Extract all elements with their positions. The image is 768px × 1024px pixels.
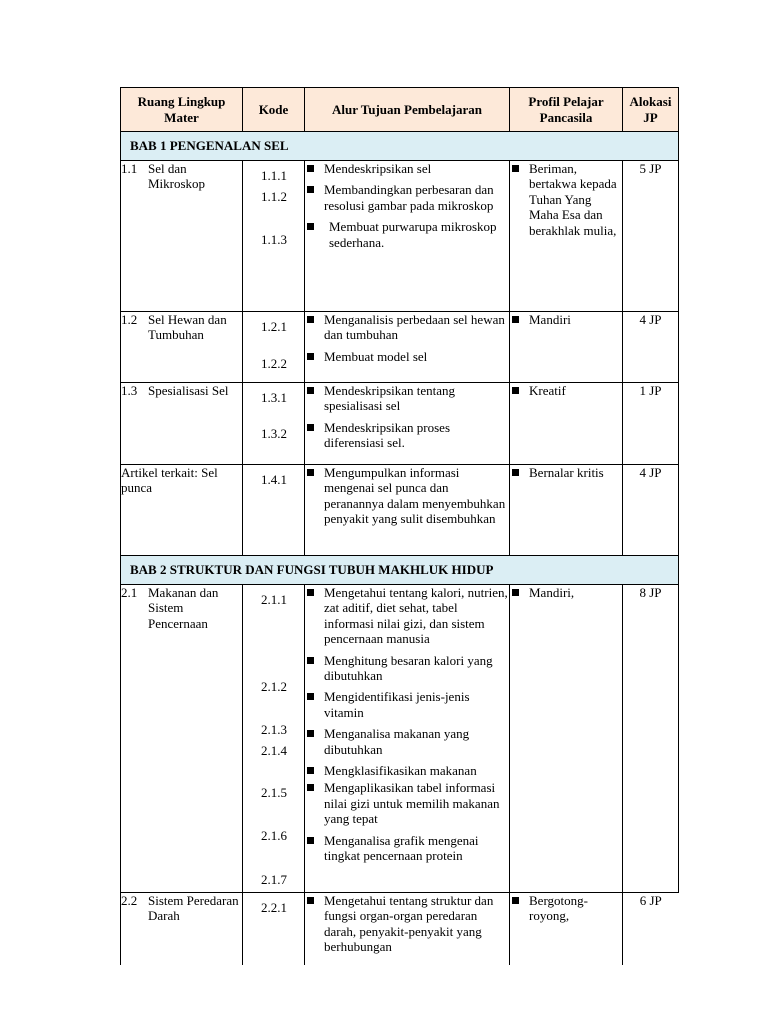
topic-name: Sel dan Mikroskop: [148, 161, 206, 192]
allocation-cell: 4 JP: [623, 465, 679, 556]
objective-code: 1.1.3: [261, 232, 287, 247]
objective-code: 2.1.2: [261, 679, 287, 694]
topic-number: 1.1: [121, 161, 138, 176]
objective-code: 1.3.1: [261, 390, 287, 405]
objective-code: 1.2.2: [261, 356, 287, 371]
objectives-cell: [305, 161, 510, 312]
objective-item: Mengaplikasikan tabel informasi nilai gizi untuk memilih makanan yang tepat: [305, 780, 509, 826]
code-cell: [243, 893, 305, 965]
profile-item: Mandiri,: [510, 585, 622, 600]
objectives-cell: [305, 465, 510, 556]
objective-code: 2.1.6: [261, 828, 287, 843]
objective-code: 1.1.2: [261, 189, 287, 204]
objective-item: Mendeskripsikan tentang spesialisasi sel: [305, 383, 509, 414]
objectives-cell: [305, 312, 510, 383]
profile-item: Kreatif: [510, 383, 622, 398]
objective-item: Menganalisa makanan yang dibutuhkan: [305, 726, 509, 757]
scope-cell: [121, 893, 243, 965]
topic-name: Sistem Peredaran Darah: [148, 893, 239, 924]
objective-code: 1.1.1: [261, 168, 287, 183]
objective-code: 2.1.3: [261, 722, 287, 737]
table-row: [121, 161, 679, 312]
objective-item: Menganalisa grafik mengenai tingkat pencernaan protein: [305, 833, 509, 864]
scope-cell: [121, 312, 243, 383]
objective-code: 2.1.4: [261, 743, 287, 758]
header-row: [121, 88, 679, 132]
table-row: [121, 465, 679, 556]
objective-code: 1.2.1: [261, 319, 287, 334]
objective-item: Mendeskripsikan sel: [305, 161, 509, 176]
profile-item: Beriman, bertakwa kepada Tuhan Yang Maha Esa dan berakhlak mulia,: [510, 161, 622, 238]
allocation-cell: 6 JP: [623, 893, 679, 965]
topic-number: 2.2: [121, 893, 138, 908]
learning-objectives-table: [120, 87, 679, 965]
table-row: [121, 383, 679, 465]
header-allocation: Alokasi JP: [623, 88, 679, 132]
objective-code: 2.1.5: [261, 785, 287, 800]
objective-item: Mengidentifikasi jenis-jenis vitamin: [305, 689, 509, 720]
header-flow: Alur Tujuan Pembelajaran: [305, 88, 510, 132]
profile-cell: [510, 312, 623, 383]
profile-item: Mandiri: [510, 312, 622, 327]
topic-number: 1.2: [121, 312, 138, 327]
header-profile: Profil Pelajar Pancasila: [510, 88, 623, 132]
objective-item: Menganalisis perbedaan sel hewan dan tumbuhan: [305, 312, 509, 343]
objective-item: Membandingkan perbesaran dan resolusi gambar pada mikroskop: [305, 182, 509, 213]
scope-cell: Artikel terkait: Sel punca: [121, 465, 243, 556]
code-cell: [243, 161, 305, 312]
objective-item: Mengumpulkan informasi mengenai sel punca dan peranannya dalam menyembuhkan penyakit yang sulit disembuhkan: [305, 465, 509, 527]
chapter-row: [121, 132, 679, 161]
code-cell: [243, 312, 305, 383]
profile-item: Bergotong-royong,: [510, 893, 622, 924]
topic-number: 1.3: [121, 383, 138, 398]
code-cell: [243, 383, 305, 465]
scope-cell: [121, 585, 243, 893]
allocation-cell: 8 JP: [623, 585, 679, 893]
profile-cell: [510, 465, 623, 556]
code-cell: [243, 465, 305, 556]
allocation-cell: 5 JP: [623, 161, 679, 312]
objective-item: Membuat purwarupa mikroskop sederhana.: [305, 219, 509, 250]
objectives-cell: [305, 893, 510, 965]
header-code: Kode: [243, 88, 305, 132]
chapter-title: BAB 2 STRUKTUR DAN FUNGSI TUBUH MAKHLUK HIDUP: [121, 556, 679, 585]
objective-item: Mengklasifikasikan makanan: [305, 763, 509, 778]
objective-code: 2.1.7: [261, 872, 287, 887]
objective-code: 2.2.1: [261, 900, 287, 915]
objective-item: Mengetahui tentang struktur dan fungsi organ-organ peredaran darah, penyakit-penyakit yang berhubungan: [305, 893, 509, 955]
objective-code: 1.3.2: [261, 426, 287, 441]
profile-cell: [510, 383, 623, 465]
profile-item: Bernalar kritis: [510, 465, 622, 480]
table-row: [121, 893, 679, 965]
scope-cell: [121, 161, 243, 312]
table-row: [121, 312, 679, 383]
table-row: [121, 585, 679, 893]
profile-cell: [510, 893, 623, 965]
scope-cell: [121, 383, 243, 465]
objective-item: Menghitung besaran kalori yang dibutuhkan: [305, 653, 509, 684]
objectives-cell: [305, 383, 510, 465]
profile-cell: [510, 585, 623, 893]
topic-number: 2.1: [121, 585, 138, 600]
objective-code: 2.1.1: [261, 592, 287, 607]
topic-name: Makanan dan Sistem Pencernaan: [148, 585, 219, 631]
chapter-row: [121, 556, 679, 585]
profile-cell: [510, 161, 623, 312]
objective-item: Membuat model sel: [305, 349, 509, 364]
topic-name: Spesialisasi Sel: [148, 383, 229, 398]
objective-code: 1.4.1: [261, 472, 287, 487]
allocation-cell: 4 JP: [623, 312, 679, 383]
topic-name: Sel Hewan dan Tumbuhan: [148, 312, 227, 343]
objective-item: Mengetahui tentang kalori, nutrien, zat aditif, diet sehat, tabel informasi nilai gizi, dan sistem pencernaan manusia: [305, 585, 509, 647]
objectives-cell: [305, 585, 510, 893]
header-scope: Ruang Lingkup Mater: [121, 88, 243, 132]
allocation-cell: 1 JP: [623, 383, 679, 465]
chapter-title: BAB 1 PENGENALAN SEL: [121, 132, 679, 161]
objective-item: Mendeskripsikan proses diferensiasi sel.: [305, 420, 509, 451]
code-cell: [243, 585, 305, 893]
